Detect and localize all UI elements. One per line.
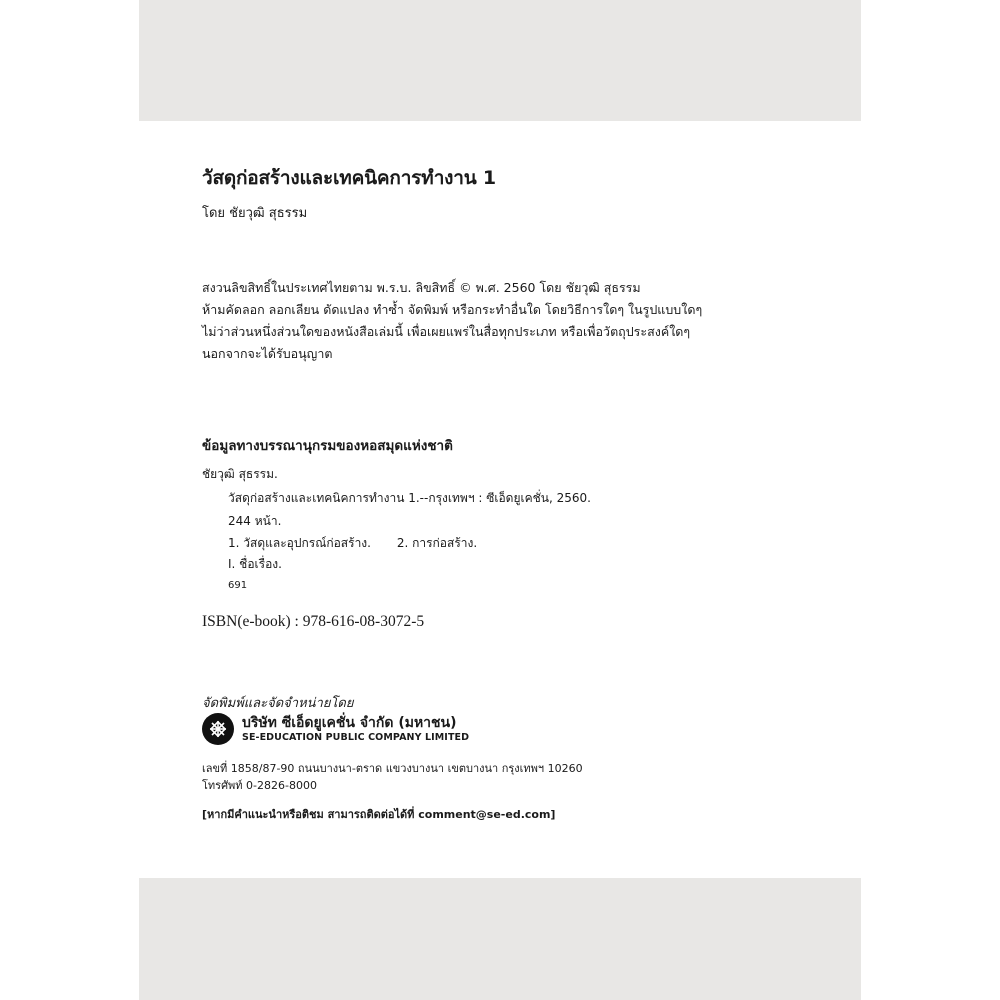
cip-title-entry: วัสดุก่อสร้างและเทคนิคการทำงาน 1.--กรุงเทพฯ : ซีเอ็ดยูเคชั่น, 2560. [228, 491, 591, 505]
se-ed-logo-icon [202, 713, 234, 745]
cip-author: ชัยวุฒิ สุธรรม. [202, 467, 278, 481]
publisher-names [242, 714, 469, 744]
publisher-block [202, 713, 469, 745]
copyright-line: ไม่ว่าส่วนหนึ่งส่วนใดของหนังสือเล่มนี้ เพื่อเผยแพร่ในสื่อทุกประเภท หรือเพื่อวัตถุประสงค์ใดๆ [202, 324, 691, 339]
bottom-gray-band [139, 878, 861, 1000]
cip-index-entry: I. ชื่อเรื่อง. [228, 557, 282, 571]
isbn: ISBN(e-book) : 978-616-08-3072-5 [202, 613, 425, 630]
top-gray-band [139, 0, 861, 121]
copyright-line: นอกจากจะได้รับอนุญาต [202, 346, 333, 361]
copyright-line: ห้ามคัดลอก ลอกเลียน ดัดแปลง ทำซ้ำ จัดพิมพ์ หรือกระทำอื่นใด โดยวิธีการใดๆ ในรูปแบบใดๆ [202, 302, 703, 317]
publisher-phone: โทรศัพท์ 0-2826-8000 [202, 779, 317, 792]
publisher-contact [202, 760, 583, 794]
copyright-line: สงวนลิขสิทธิ์ในประเทศไทยตาม พ.ร.บ. ลิขสิทธิ์ © พ.ศ. 2560 โดย ชัยวุฒิ สุธรรม [202, 280, 641, 295]
book-author: โดย ชัยวุฒิ สุธรรม [202, 206, 308, 221]
copyright-notice [202, 277, 702, 365]
cip-subject-1: 1. วัสดุและอุปกรณ์ก่อสร้าง. [228, 536, 371, 550]
book-title: วัสดุก่อสร้างและเทคนิคการทำงาน 1 [202, 167, 496, 189]
publisher-address: เลขที่ 1858/87-90 ถนนบางนา-ตราด แขวงบางนา เขตบางนา กรุงเทพฯ 10260 [202, 762, 583, 775]
comment-contact: [หากมีคำแนะนำหรือติชม สามารถติดต่อได้ที่ comment@se-ed.com] [202, 808, 556, 821]
cip-classification: 691 [228, 580, 248, 591]
publisher-name-thai: บริษัท ซีเอ็ดยูเคชั่น จำกัด (มหาชน) [242, 715, 457, 731]
publisher-name-english: SE-EDUCATION PUBLIC COMPANY LIMITED [242, 732, 470, 743]
cip-pages: 244 หน้า. [228, 514, 282, 528]
se-ed-logo-mark [207, 718, 229, 740]
cip-heading: ข้อมูลทางบรรณานุกรมของหอสมุดแห่งชาติ [202, 438, 453, 454]
publisher-label: จัดพิมพ์และจัดจำหน่ายโดย [202, 696, 354, 711]
cip-subject-2: 2. การก่อสร้าง. [396, 536, 478, 550]
cip-subjects [228, 534, 499, 553]
